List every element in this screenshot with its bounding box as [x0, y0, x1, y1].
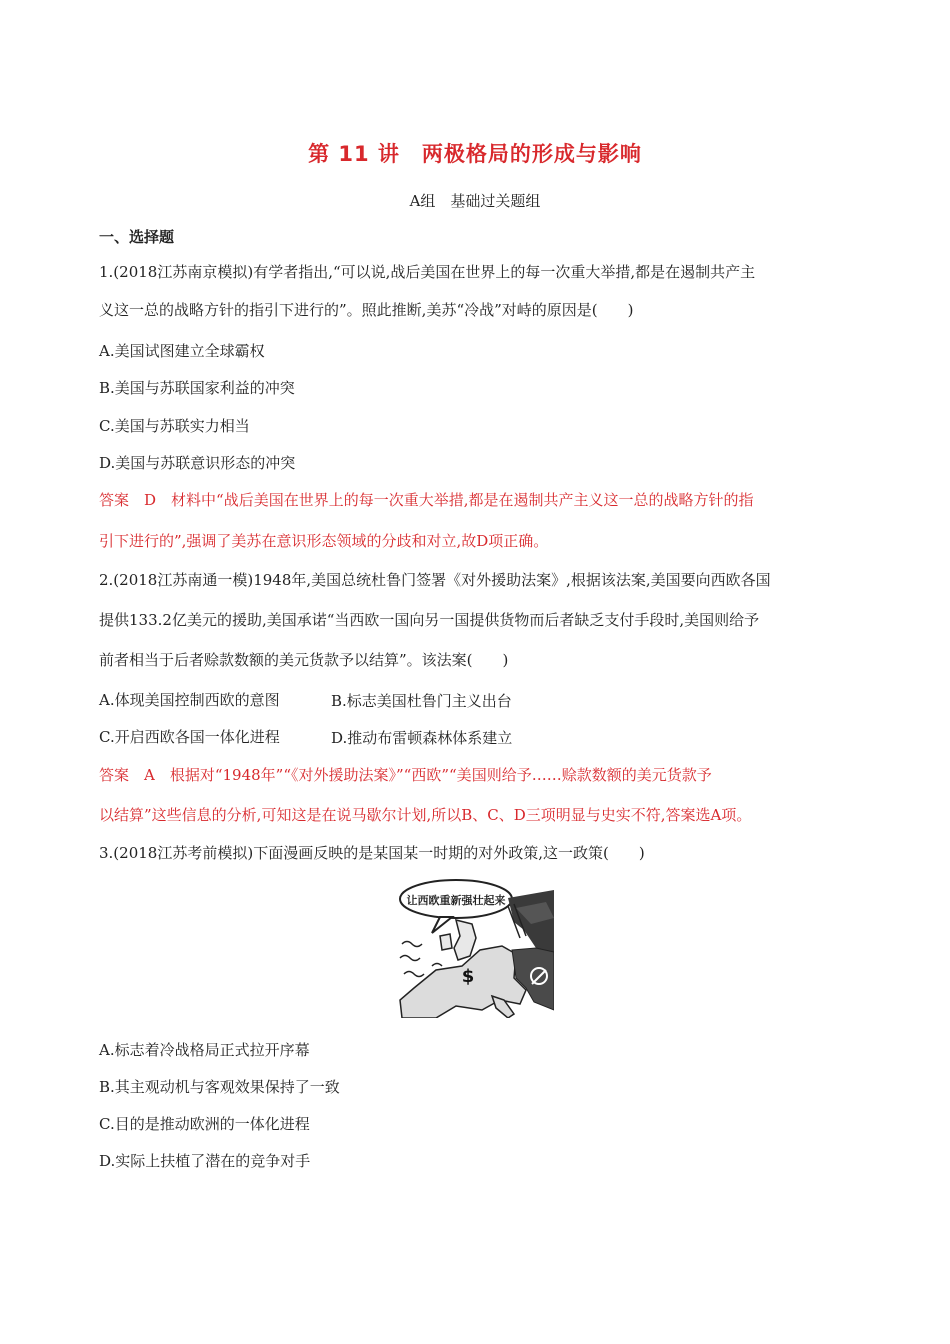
q1-stem-line1: 1.(2018江苏南京模拟)有学者指出,“可以说,战后美国在世界上的每一次重大举措,都是在遏制共产主	[99, 263, 756, 281]
q3-option-b: B.其主观动机与客观效果保持了一致	[99, 1078, 340, 1096]
q2-stem-line1: 2.(2018江苏南通一模)1948年,美国总统杜鲁门签署《对外援助法案》,根据该法案,美国要向西欧各国	[99, 571, 771, 589]
q3-stem: 3.(2018江苏考前模拟)下面漫画反映的是某国某一时期的对外政策,这一政策( )	[99, 844, 645, 862]
q1-stem-line2: 义这一总的战略方针的指引下进行的”。照此推断,美苏“冷战”对峙的原因是( )	[99, 301, 634, 319]
cartoon-caption: 让西欧重新强壮起来	[406, 894, 506, 907]
cartoon-dollar-symbol: $	[461, 966, 475, 987]
q2-stem-line2: 提供133.2亿美元的援助,美国承诺“当西欧一国向另一国提供货物而后者缺乏支付手段时,美国则给予	[99, 611, 760, 629]
group-heading: A组 基础过关题组	[409, 192, 541, 210]
section-heading: 一、选择题	[99, 228, 175, 246]
page-title: 第 11 讲 两极格局的形成与影响	[308, 142, 642, 166]
q2-option-a: A.体现美国控制西欧的意图	[99, 691, 280, 709]
q2-option-c: C.开启西欧各国一体化进程	[99, 728, 280, 746]
q2-answer-line2: 以结算”这些信息的分析,可知这是在说马歇尔计划,所以B、C、D三项明显与史实不符,答案选A项。	[99, 806, 752, 824]
q1-answer-line1: 答案 D 材料中“战后美国在世界上的每一次重大举措,都是在遏制共产主义这一总的战略方针的指	[99, 491, 754, 509]
q2-answer-line1: 答案 A 根据对“1948年”“《对外援助法案》”“西欧”“美国则给予……赊款数额的美元货款予	[99, 766, 712, 784]
q3-option-a: A.标志着冷战格局正式拉开序幕	[99, 1041, 310, 1059]
q2-stem-line3: 前者相当于后者赊款数额的美元货款予以结算”。该法案( )	[99, 651, 509, 669]
q1-answer-line2: 引下进行的”,强调了美苏在意识形态领域的分歧和对立,故D项正确。	[99, 532, 549, 550]
q2-option-d: D.推动布雷顿森林体系建立	[331, 729, 513, 747]
q1-option-b: B.美国与苏联国家利益的冲突	[99, 379, 295, 397]
q1-option-d: D.美国与苏联意识形态的冲突	[99, 454, 296, 472]
q1-option-c: C.美国与苏联实力相当	[99, 417, 250, 435]
cartoon-image	[396, 878, 554, 1018]
q3-option-c: C.目的是推动欧洲的一体化进程	[99, 1115, 310, 1133]
q1-option-a: A.美国试图建立全球霸权	[99, 342, 265, 360]
q3-option-d: D.实际上扶植了潜在的竞争对手	[99, 1152, 311, 1170]
q2-option-b: B.标志美国杜鲁门主义出台	[331, 692, 512, 710]
